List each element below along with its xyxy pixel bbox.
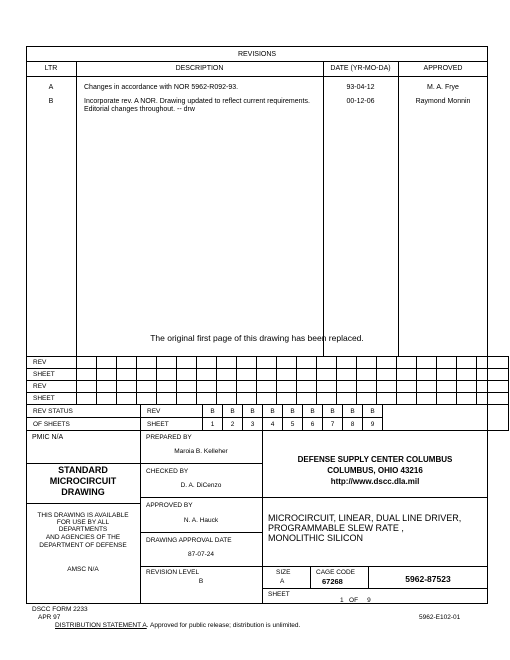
divider <box>76 61 77 356</box>
rev-row-label: REV <box>27 381 77 393</box>
divider <box>26 463 140 464</box>
description-header: DESCRIPTION <box>175 65 224 72</box>
revision-approver: Raymond Monnin <box>415 98 471 105</box>
divider <box>26 503 140 504</box>
sheet-word: SHEET <box>141 418 203 431</box>
availability-line: AND AGENCIES OF THE <box>45 534 121 541</box>
sheet-cell: 1 <box>203 418 223 431</box>
distribution-statement-label: DISTRIBUTION STATEMENT A <box>55 622 147 629</box>
checked-by-label: CHECKED BY <box>146 468 189 475</box>
amsc-label: AMSC N/A <box>67 566 99 573</box>
standard-line: MICROCIRCUIT <box>49 476 117 486</box>
availability-line: DEPARTMENTS <box>58 526 108 533</box>
rev-cell: B <box>323 405 343 418</box>
sheet-cell: 6 <box>303 418 323 431</box>
distribution-statement-text: . Approved for public release; distribution is unlimited. <box>146 622 301 629</box>
rev-cell: B <box>243 405 263 418</box>
divider <box>262 497 488 498</box>
sheet-cell: 5 <box>283 418 303 431</box>
dscc-address: COLUMBUS, OHIO 43216 <box>327 466 423 475</box>
divider <box>140 497 262 498</box>
divider <box>26 61 488 62</box>
availability-line: FOR USE BY ALL <box>56 519 110 526</box>
divider <box>262 588 488 589</box>
approval-date: 87-07-24 <box>187 551 215 558</box>
approval-date-label: DRAWING APPROVAL DATE <box>146 537 232 544</box>
approved-by-name: N. A. Hauck <box>183 517 219 524</box>
revision-date: 00-12-06 <box>346 98 375 105</box>
size-label: SIZE <box>276 569 291 576</box>
sheet-of-value: 1 OF 9 <box>340 597 371 604</box>
revision-approver: M. A. Frye <box>427 84 459 91</box>
sheet-cell: 9 <box>363 418 383 431</box>
rev-cell: B <box>263 405 283 418</box>
pmic-label: PMIC N/A <box>32 434 64 441</box>
checked-by-name: D. A. DiCenzo <box>180 482 222 489</box>
distribution-statement <box>55 622 300 630</box>
sheet-row-label: SHEET <box>27 369 77 381</box>
sheet-row-label: SHEET <box>27 393 77 405</box>
dscc-url[interactable]: http://www.dscc.dla.mil <box>330 477 420 486</box>
date-header: DATE (YR-MO-DA) <box>330 65 391 72</box>
revision-level: B <box>198 578 204 585</box>
revision-description-continued: Editorial changes throughout. -- drw <box>84 106 195 113</box>
rev-cell: B <box>223 405 243 418</box>
form-date: APR 97 <box>38 614 61 621</box>
revision-level-label: REVISION LEVEL <box>146 569 200 576</box>
divider <box>310 566 311 588</box>
rev-row-label: REV <box>27 357 77 369</box>
drawing-title-line: MONOLITHIC SILICON <box>268 533 364 543</box>
rev-cell: B <box>363 405 383 418</box>
form-code: 5962-E102-01 <box>419 614 461 621</box>
approved-header: APPROVED <box>423 65 463 72</box>
rev-status-label: REV STATUS <box>27 405 141 418</box>
sheet-revision-grid <box>26 356 509 405</box>
revision-date: 93-04-12 <box>346 84 375 91</box>
rev-cell: B <box>283 405 303 418</box>
availability-line: DEPARTMENT OF DEFENSE <box>39 542 127 549</box>
size-value: A <box>280 578 285 585</box>
prepared-by-name: Maroia B. Kelleher <box>174 448 228 455</box>
sheet-cell: 4 <box>263 418 283 431</box>
availability-line: THIS DRAWING IS AVAILABLE <box>37 512 129 519</box>
rev-word: REV <box>141 405 203 418</box>
sheet-cell: 7 <box>323 418 343 431</box>
sheet-cell: 3 <box>243 418 263 431</box>
divider <box>26 76 488 77</box>
revision-letter: B <box>48 98 54 105</box>
revision-description: Incorporate rev. A NOR. Drawing updated to reflect current requirements. <box>84 98 310 105</box>
sheet-cell: 8 <box>343 418 363 431</box>
revision-letter: A <box>48 84 54 91</box>
revisions-title: REVISIONS <box>237 51 277 58</box>
rev-cell: B <box>303 405 323 418</box>
drawing-number: 5962-87523 <box>405 574 451 584</box>
drawing-title-line: PROGRAMMABLE SLEW RATE , <box>268 523 404 533</box>
drawing-title-line: MICROCIRCUIT, LINEAR, DUAL LINE DRIVER, <box>268 513 462 523</box>
cage-code: 67268 <box>322 577 343 586</box>
rev-cell: B <box>343 405 363 418</box>
divider <box>140 463 262 464</box>
cage-code-label: CAGE CODE <box>316 569 356 576</box>
prepared-by-label: PREPARED BY <box>146 434 192 441</box>
revision-description: Changes in accordance with NOR 5962-R092-93. <box>84 84 239 91</box>
standard-line: DRAWING <box>61 487 105 497</box>
of-sheets-label: OF SHEETS <box>27 418 141 431</box>
standard-line: STANDARD <box>58 465 108 475</box>
rev-cell: B <box>203 405 223 418</box>
sheet-label: SHEET <box>268 591 290 598</box>
rev-status-grid <box>26 404 509 431</box>
sheet-cell: 2 <box>223 418 243 431</box>
approved-by-label: APPROVED BY <box>146 502 193 509</box>
divider <box>140 566 488 567</box>
ltr-header: LTR <box>44 65 58 72</box>
divider <box>140 532 262 533</box>
form-number: DSCC FORM 2233 <box>32 606 88 613</box>
dscc-name: DEFENSE SUPPLY CENTER COLUMBUS <box>297 455 453 464</box>
replaced-note: The original first page of this drawing has been replaced. <box>150 333 364 343</box>
